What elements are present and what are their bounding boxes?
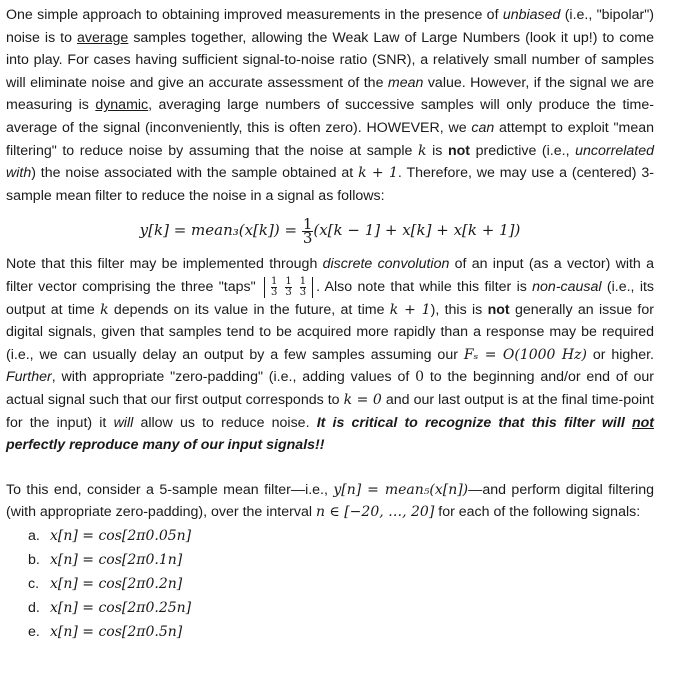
math-interval: n ∈ [−20, …, 20] (315, 504, 435, 521)
text-run: (i.e., "bipolar") noise is to (6, 7, 654, 46)
text-run: generally an issue for digital signals, given that samples tend to be acquired more rapidly than a response may be required (i.e., we can usually delay an output by a few samples assuming our (6, 301, 654, 363)
text-run: , averaging large numbers of successive samples will only produce the time-average of the signal (inconveniently, this is often zero). HOWEVER, we (6, 97, 654, 136)
signal-list (6, 524, 654, 644)
text-run: , with appropriate "zero-padding" (i.e., adding values of (51, 369, 416, 386)
signal-expression: x[n] = cos[2π0.05n] (50, 527, 192, 544)
tap-numerator: 1 (285, 275, 292, 287)
signal-expression: x[n] = cos[2π0.5n] (50, 623, 183, 640)
text-run: . Therefore, we may use a (centered) 3-sample mean filter to reduce the noise in a signal as follows: (6, 165, 654, 204)
math-k: k (100, 301, 109, 318)
math-sampling-rate: Fₛ = O(1000 Hz) (463, 346, 587, 363)
text-run: allow us to reduce noise. (133, 414, 317, 431)
tap-denominator: 3 (270, 286, 278, 298)
emphasis-further: Further (6, 369, 52, 386)
bold-not: not (447, 142, 471, 159)
math-mean5: y[n] = mean₅(x[n]) (333, 481, 469, 498)
taps-vector (264, 277, 313, 298)
emphasis-mean: mean (387, 74, 424, 91)
emphasis-unbiased: unbiased (502, 7, 561, 23)
text-run: Note that this filter may be implemented through (6, 256, 323, 273)
tap-numerator: 1 (270, 275, 278, 287)
list-item (28, 596, 654, 620)
critical-warning-not: not (631, 414, 654, 431)
fraction-one-third (302, 214, 314, 247)
tap-denominator: 3 (299, 286, 307, 298)
tap-numerator: 1 (299, 275, 307, 287)
equation-lhs: y[k] = mean₃(x[k]) = (139, 221, 302, 240)
critical-warning: It is critical to recognize that this filter will (316, 414, 632, 431)
paragraph-convolution (6, 253, 654, 456)
text-run: attempt to exploit "mean filtering" to reduce noise by assuming that the noise at sample (6, 119, 654, 159)
text-run: is (426, 142, 448, 159)
list-item-label: b. (28, 551, 40, 568)
bold-not: not (487, 301, 510, 318)
tap (285, 277, 291, 298)
signal-expression: x[n] = cos[2π0.1n] (50, 551, 183, 568)
text-run: samples together, allowing the Weak Law of Large Numbers (look it up!) to come into play. For cases having sufficient signal-to-noise ratio (SNR), a relatively small number of samples will eliminate noise and give an accurate assessment of the (6, 29, 654, 91)
critical-warning-end: perfectly reproduce many of our input signals!! (6, 437, 325, 454)
text-run: ) the noise associated with the sample obtained at (31, 165, 359, 182)
text-run: . Also note that while this filter is (316, 278, 533, 295)
text-run: to the beginning and/or end of our actual signal such that our first output corresponds to (6, 369, 655, 408)
text-run: of an input (as a vector) with a filter vector comprising the three "taps" (6, 256, 654, 295)
signal-expression: x[n] = cos[2π0.2n] (50, 575, 183, 592)
equation-mean3 (6, 207, 654, 253)
tap (300, 277, 306, 298)
list-item-label: a. (28, 527, 40, 544)
text-run: ), this is (430, 301, 488, 318)
text-run: predictive (i.e., (470, 142, 576, 159)
emphasis-uncorrelated: uncorrelated with (6, 142, 654, 182)
text-run: One simple approach to obtaining improved measurements in the presence of (6, 7, 503, 23)
math-k-plus-1: k + 1 (358, 165, 398, 182)
emphasis-non-causal: non-causal (532, 278, 602, 295)
tap-denominator: 3 (285, 286, 292, 298)
text-run: —and perform digital filtering (with appropriate zero-padding), over the interval (6, 481, 654, 521)
list-item-label: c. (28, 575, 40, 592)
text-run: value. However, if the signal we are measuring is (6, 74, 654, 114)
equation-rhs: (x[k − 1] + x[k] + x[k + 1]) (313, 221, 521, 240)
math-k: k (418, 142, 427, 159)
paragraph-intro (6, 4, 654, 207)
list-item (28, 620, 654, 644)
paragraph-task (6, 479, 654, 524)
emphasis-discrete-convolution: discrete convolution (322, 256, 450, 273)
list-item-label: e. (28, 623, 40, 640)
math-zero: 0 (415, 369, 425, 386)
list-item (28, 572, 654, 596)
document-body (6, 4, 654, 644)
text-run: and our last output is at the final time-point for the input) it (6, 391, 655, 431)
list-item (28, 548, 654, 572)
paragraph-spacer (6, 457, 654, 479)
underline-dynamic: dynamic (95, 97, 149, 114)
fraction-denominator: 3 (302, 228, 313, 247)
list-item (28, 524, 654, 548)
math-k-equals-0: k = 0 (343, 391, 382, 408)
signal-expression: x[n] = cos[2π0.25n] (50, 599, 192, 616)
tap (271, 277, 277, 298)
text-run: or higher. (586, 346, 654, 363)
text-run: depends on its value in the future, at time (108, 301, 390, 318)
underline-average: average (77, 29, 129, 46)
list-item-label: d. (28, 599, 40, 616)
text-run: for each of the following signals: (434, 504, 641, 521)
math-k-plus-1: k + 1 (389, 301, 431, 318)
fraction-numerator: 1 (302, 214, 313, 233)
emphasis-will: will (113, 414, 134, 431)
text-run: To this end, consider a 5-sample mean filter—i.e., (6, 481, 334, 498)
text-run: (i.e., its output at time (6, 278, 655, 318)
emphasis-can: can (471, 119, 495, 136)
